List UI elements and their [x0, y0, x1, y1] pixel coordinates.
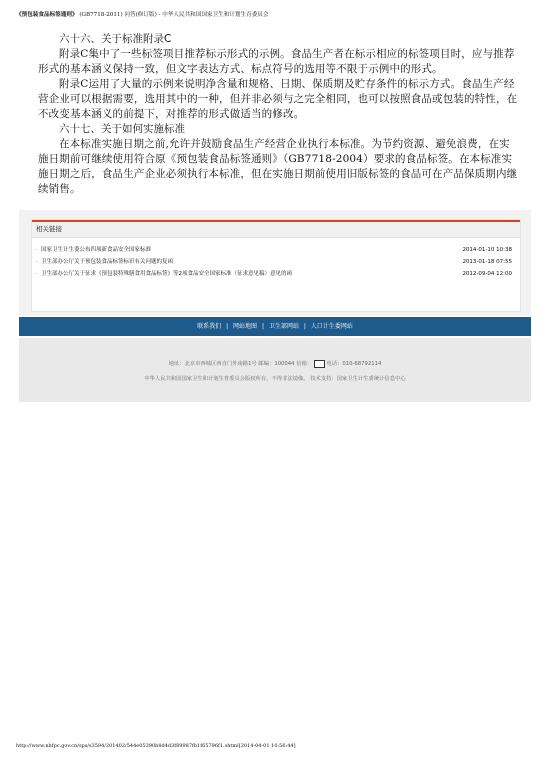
bullet-icon: ·: [36, 259, 38, 265]
related-links-panel: [32, 220, 520, 311]
nav-sitemap-link[interactable]: 网站地图: [233, 323, 258, 330]
page-header: [16, 10, 536, 18]
footer-nav-bar: [19, 317, 531, 336]
related-link-item[interactable]: [36, 268, 520, 280]
related-link-date: 2012-09-04 12:00: [462, 271, 512, 277]
nav-separator: |: [303, 323, 306, 330]
nav-contact-link[interactable]: 联系我们: [197, 323, 222, 330]
related-link-item[interactable]: [36, 256, 520, 268]
mail-icon[interactable]: [314, 360, 325, 368]
nav-separator: |: [261, 323, 265, 330]
footer-address: 地址：北京市西城区西直门外南路1号 邮编：100044 信箱：: [168, 361, 313, 367]
section-heading-67: 六十七、关于如何实施标准: [59, 123, 185, 135]
nav-family-planning-link[interactable]: 人口计生委网站: [310, 323, 353, 330]
bullet-icon: ·: [36, 271, 38, 277]
related-links-list: [32, 238, 520, 280]
page-url: http://www.nhfpc.gov.cn/sps/s3594/201402/544e05390b8d4d3f89987fb1f65796f1.shtml[2014-04-01 10:56:44]: [16, 743, 296, 749]
article-content: [38, 32, 518, 197]
footer-copyright: 中华人民共和国国家卫生和计划生育委员会版权所有，不得非法镜像。 技术支持：国家卫生计生委统计信息中心: [144, 375, 406, 382]
site-footer: [19, 338, 531, 402]
related-link-date: 2014-01-10 10:38: [462, 247, 512, 253]
nav-moh-link[interactable]: 卫生部网站: [268, 323, 299, 330]
related-links-title: 相关链接: [32, 222, 520, 238]
related-link-text[interactable]: 国家卫生计生委公布四项新食品安全国家标准: [41, 247, 152, 253]
paragraph-1: 附录C集中了一些标签项目推荐标示形式的示例。食品生产者在标示相应的标签项目时，应与推荐形式的基本涵义保持一致，但文字表达方式、标点符号的选用等不限于示例中的形式。: [38, 48, 515, 75]
bullet-icon: ·: [36, 247, 38, 253]
header-standard: (GB7718-2011): [79, 12, 123, 18]
footer-phone: 电话：010-68792114: [326, 361, 382, 367]
paragraph-3: 在本标准实施日期之前,允许并鼓励食品生产经营企业执行本标准。为节约资源、避免浪费，在实施日期前可继续使用符合原《预包装食品标签通则》（GB7718-2004）要求的食品标签。在本标准实施日期之后，食品生产企业必须执行本标准，但在实施日期前使用旧版标签的食品可在产品保质期内继续销售。: [38, 138, 518, 195]
section-heading-66: 六十六、关于标准附录C: [59, 33, 172, 45]
related-link-text[interactable]: 卫生部办公厅关于征求《预包装特殊膳食用食品标签》等2项食品安全国家标准（征求意见稿）意见的函: [41, 271, 293, 277]
footer-address-line: [19, 359, 531, 368]
header-suffix: 问答(修订版) - 中华人民共和国国家卫生和计划生育委员会: [124, 12, 269, 18]
related-link-text[interactable]: 卫生部办公厅关于预包装食品标签标识有关问题的复函: [41, 259, 174, 265]
related-link-date: 2013-01-18 07:55: [462, 259, 512, 265]
paragraph-2: 附录C运用了大量的示例来说明净含量和规格、日期、保质期及贮存条件的标示方式。食品生产经营企业可以根据需要，选用其中的一种，但并非必须与之完全相同，也可以按照食品或包装的特性，在不改变基本涵义的前提下，对推荐的形式做适当的修改。: [38, 78, 518, 120]
nav-separator: |: [226, 323, 229, 330]
header-title: 《预包装食品标签通则》: [16, 12, 78, 18]
related-link-item[interactable]: [36, 244, 520, 256]
